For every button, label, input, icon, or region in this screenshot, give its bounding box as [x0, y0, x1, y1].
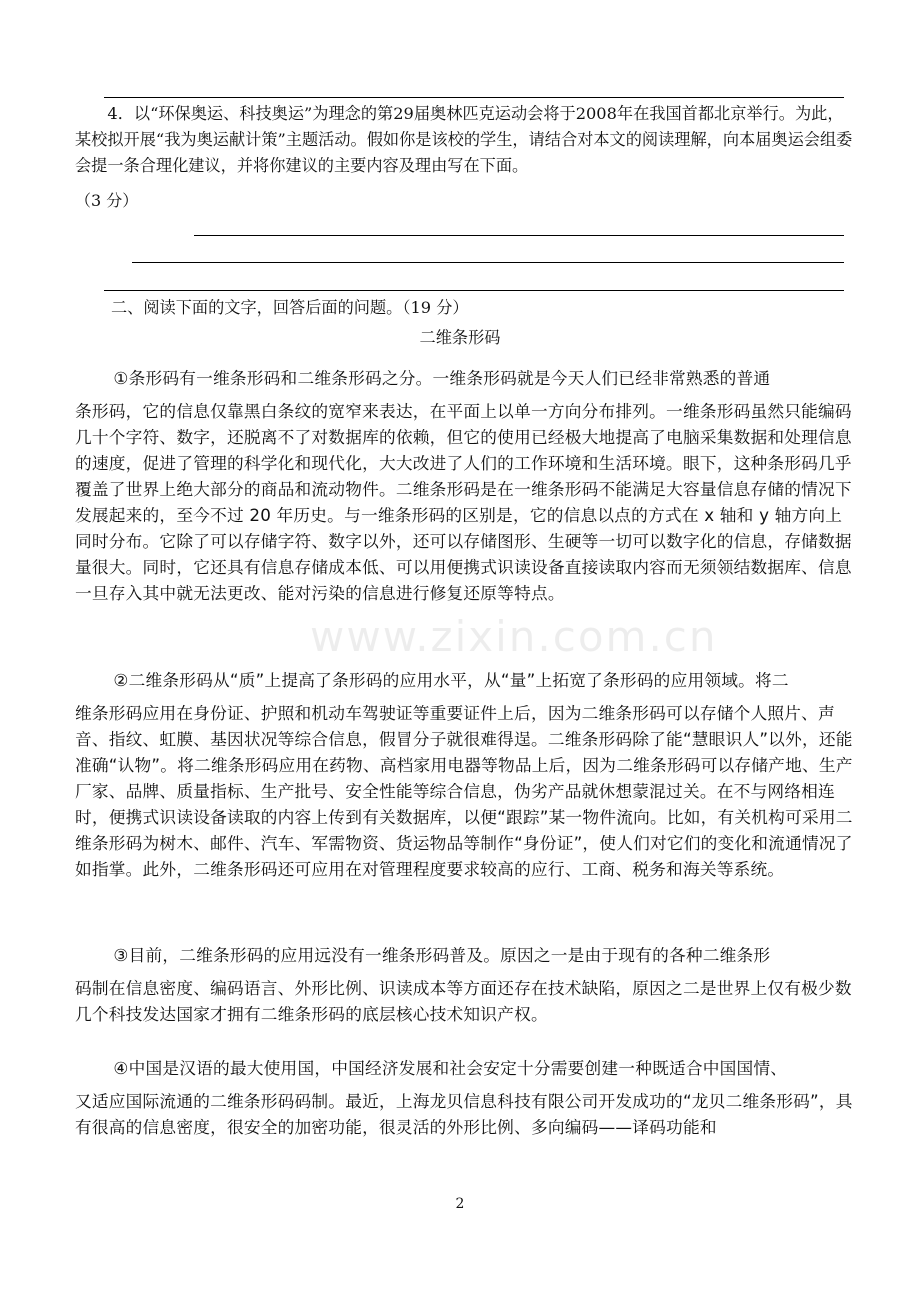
answer-line-1[interactable]	[194, 235, 844, 236]
paragraph-4	[75, 1055, 853, 1140]
question-4-score: （3 分）	[75, 191, 139, 210]
paragraph-1	[75, 365, 853, 606]
paragraph-3-body: 码制在信息密度、编码语言、外形比例、识读成本等方面还存在技术缺陷，原因之二是世界上仅有极少数几个科技发达国家才拥有二维条形码的底层核心技术知识产权。	[75, 978, 852, 1024]
answer-line-2[interactable]	[132, 262, 844, 263]
paragraph-4-first-line: ④中国是汉语的最大使用国，中国经济发展和社会安定十分需要创建一种既适合中国国情、	[113, 1058, 788, 1078]
section-heading: 二、阅读下面的文字，回答后面的问题。（19 分）	[111, 298, 469, 317]
paragraph-1-body: 条形码，它的信息仅靠黑白条纹的宽窄来表达，在平面上以单一方向分布排列。一维条形码虽然只能编码几十个字符、数字，还脱离不了对数据库的依赖，但它的使用已经极大地提高了电脑采集数据和处理信息的速度，促进了管理的科学化和现代化，大大改进了人们的工作环境和生活环境。眼下，这种条形码几乎覆盖了世界上绝大部分的商品和流动物件。二维条形码是在一维条形码不能满足大容量信息存储的情况下发展起来的，至今不过 20 年历史。与一维条形码的区别是，它的信息以点的方式在 x 轴和 y 轴方向上同时分布。它除了可以存储字符、数字以外，还可以存储图形、生硬等一切可以数字化的信息，存储数据量很大。同时，它还具有信息存储成本低、可以用便携式识读设备直接读取内容而无须领结数据库、信息一旦存入其中就无法更改、能对污染的信息进行修复还原等特点。	[75, 401, 852, 603]
paragraph-3	[75, 942, 853, 1027]
question-4-text: 4．以“环保奥运、科技奥运”为理念的第29届奥林匹克运动会将于2008年在我国首都北京举行。为此，某校拟开展“我为奥运献计策”主题活动。假如你是该校的学生，请结合对本文的阅读理解，向本届奥运会组委会提一条合理化建议，并将你建议的主要内容及理由写在下面。	[75, 104, 853, 175]
paragraph-2-first-line: ②二维条形码从“质”上提高了条形码的应用水平，从“量”上拓宽了条形码的应用领域。将二	[113, 670, 789, 690]
watermark: www.zixin.com.cn	[310, 612, 718, 661]
paragraph-1-first-line: ①条形码有一维条形码和二维条形码之分。一维条形码就是今天人们已经非常熟悉的普通	[113, 368, 771, 388]
answer-line-3[interactable]	[104, 290, 844, 291]
paragraph-3-first-line: ③目前，二维条形码的应用远没有一维条形码普及。原因之一是由于现有的各种二维条形	[113, 945, 771, 965]
article-title: 二维条形码	[419, 328, 501, 347]
page-number: 2	[455, 1196, 465, 1212]
top-rule	[104, 97, 844, 98]
paragraph-2	[75, 667, 853, 882]
paragraph-2-body: 维条形码应用在身份证、护照和机动车驾驶证等重要证件上后，因为二维条形码可以存储个人照片、声音、指纹、虹膜、基因状况等综合信息，假冒分子就很难得逞。二维条形码除了能“慧眼识人”以外，还能准确“认物”。将二维条形码应用在药物、高档家用电器等物品上后，因为二维条形码可以存储产地、生产厂家、品牌、质量指标、生产批号、安全性能等综合信息，伪劣产品就休想蒙混过关。在不与网络相连时，便携式识读设备读取的内容上传到有关数据库，以便“跟踪”某一物件流向。比如，有关机构可采用二维条形码为树木、邮件、汽车、军需物资、货运物品等制作“身份证”，使人们对它们的变化和流通情况了如指掌。此外，二维条形码还可应用在对管理程度要求较高的应行、工商、税务和海关等系统。	[75, 703, 853, 879]
paragraph-4-body: 又适应国际流通的二维条形码码制。最近，上海龙贝信息科技有限公司开发成功的“龙贝二维条形码”，具有很高的信息密度，很安全的加密功能，很灵活的外形比例、多向编码——译码功能和	[75, 1091, 853, 1137]
